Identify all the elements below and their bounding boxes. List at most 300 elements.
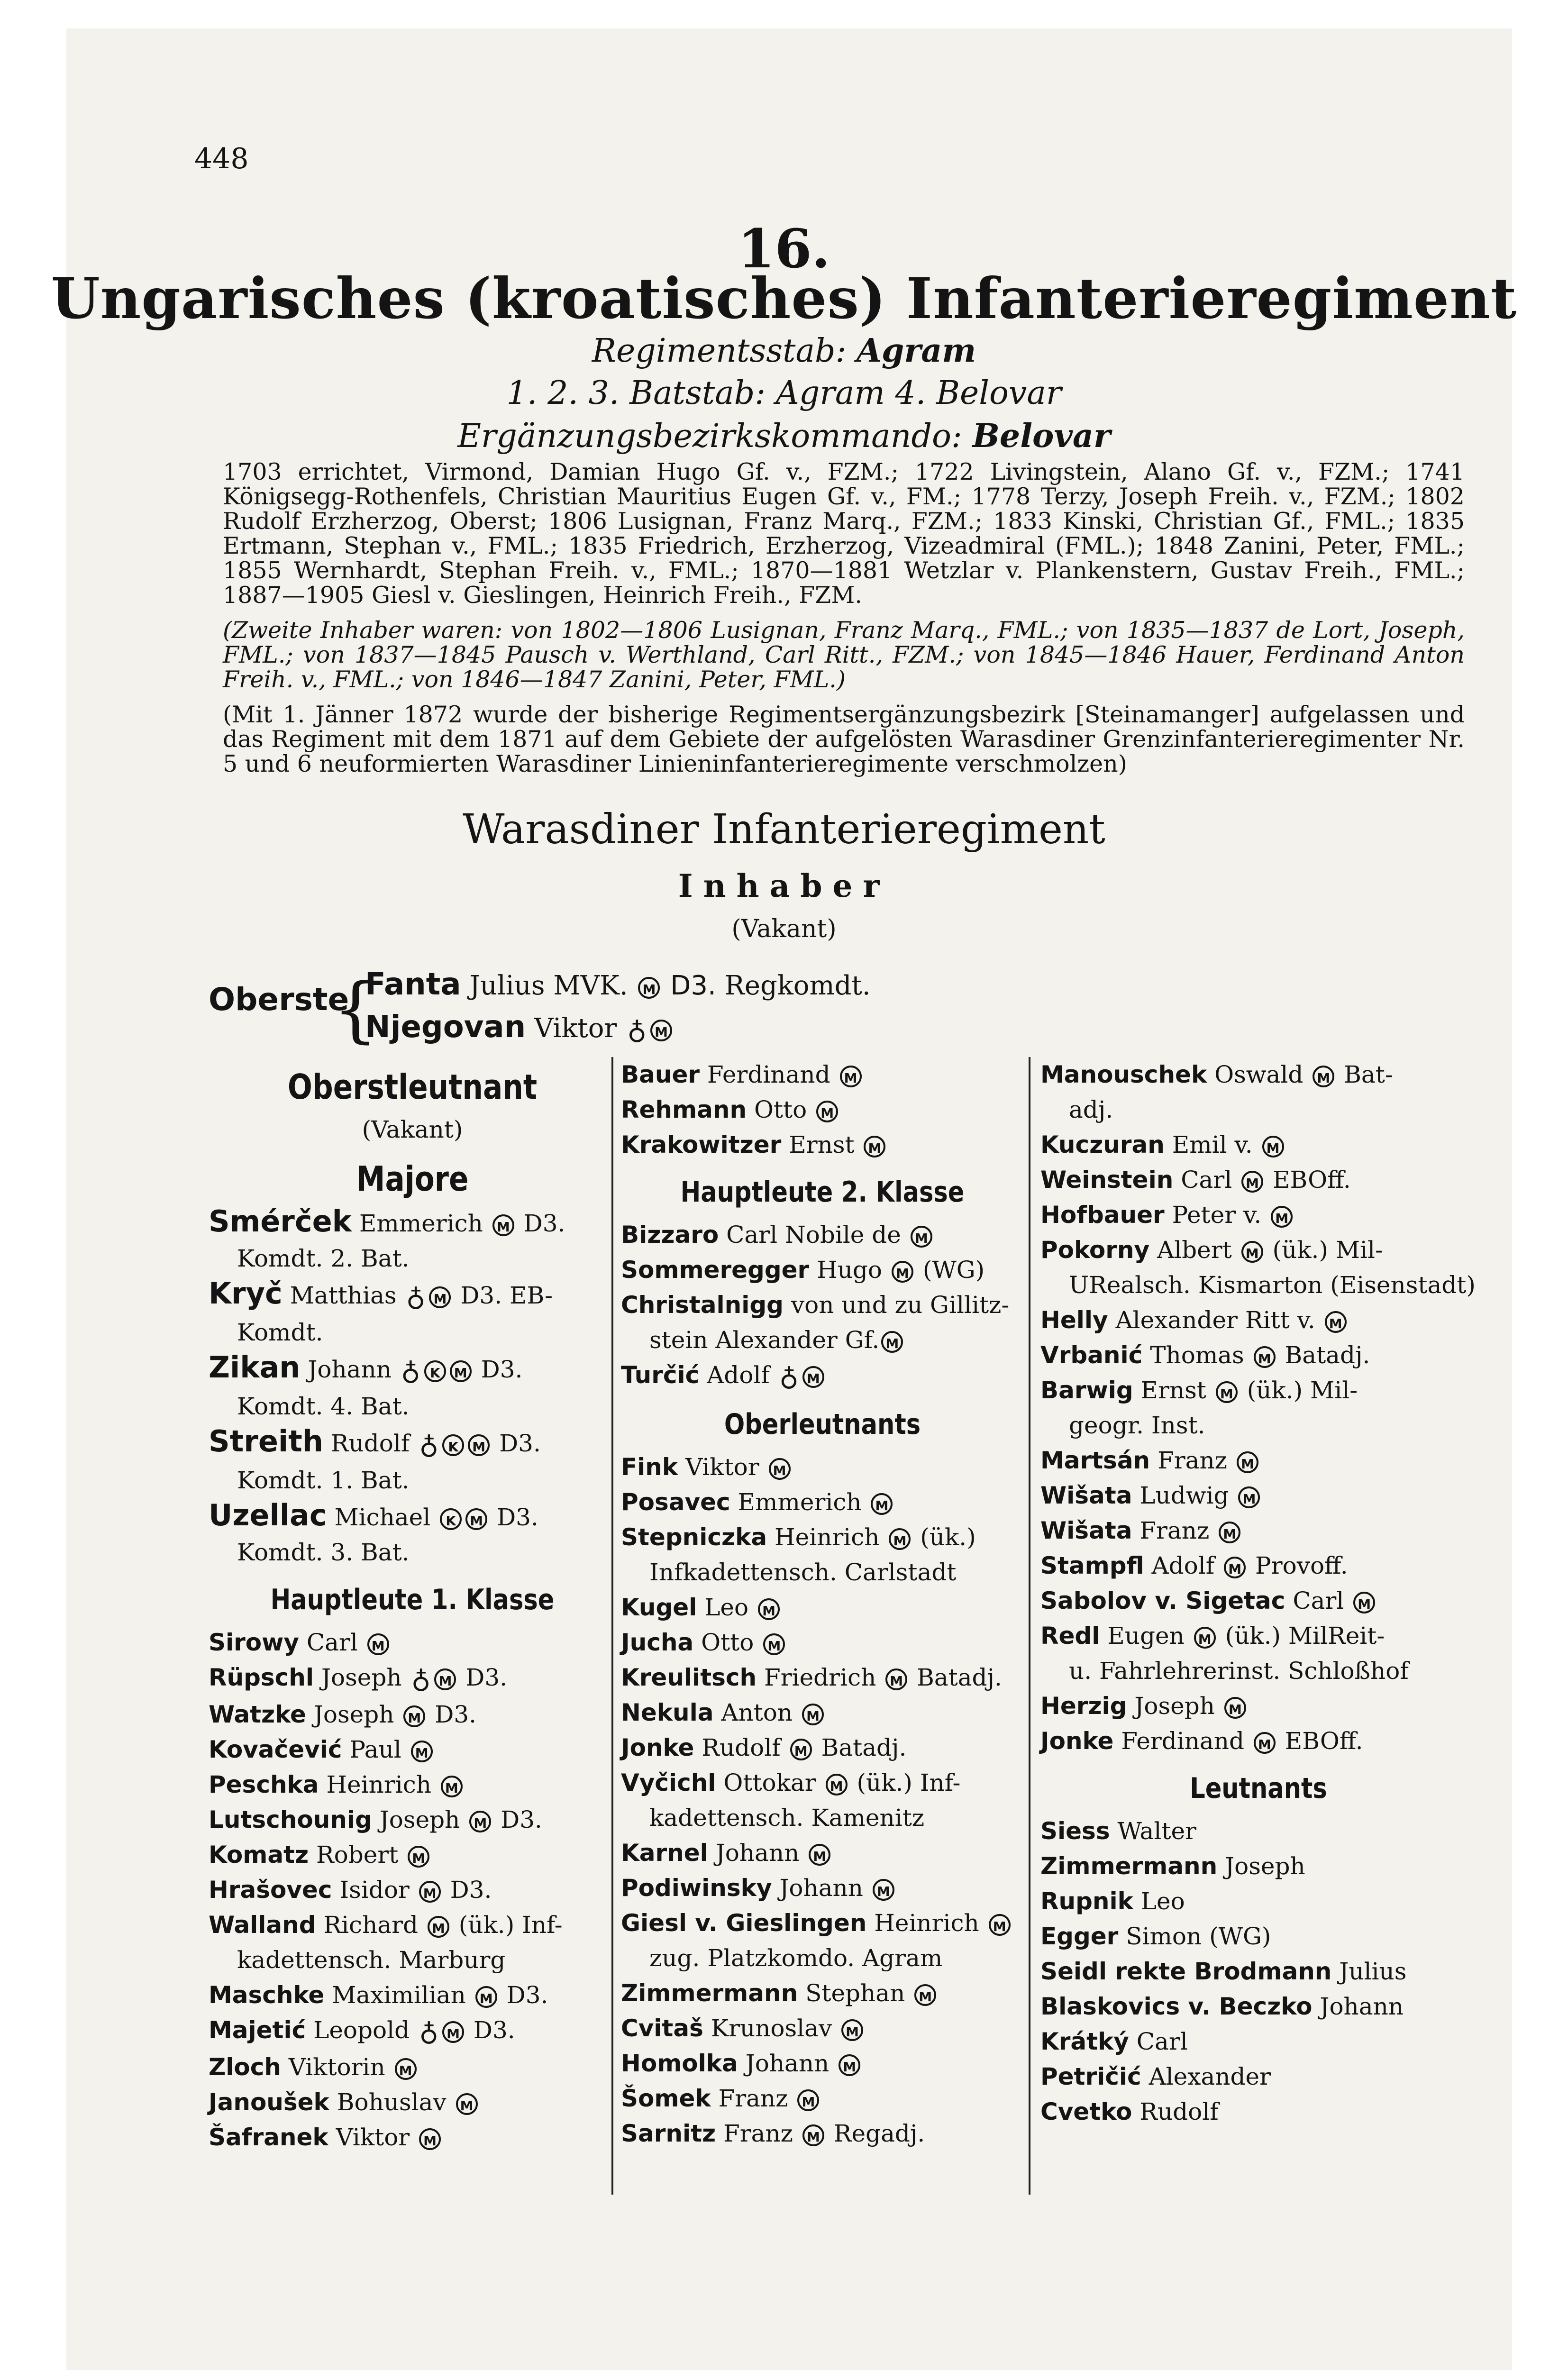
roster-entry [1040,2059,1477,2094]
roster-entry [1040,1954,1477,1989]
officer-surname: Peschka [209,1771,319,1798]
k-decoration-icon: K [442,1434,464,1456]
military-merit-icon: M [1219,1522,1240,1543]
military-merit-icon: M [1254,1346,1276,1368]
decoration-icon: ♁ [419,2016,438,2047]
officer-surname: Janoušek [209,2088,329,2116]
officer-surname: Podiwinsky [621,1874,772,1902]
roster-entry [621,1520,1024,1590]
military-merit-icon: M [492,1214,514,1236]
officer-given-name: Carl [306,1629,358,1656]
officer-given-name: Heinrich [874,1909,979,1937]
officer-note-continued: u. Fahrlehrerinst. Schloßhof [1069,1657,1409,1685]
regiment-title: Ungarisches (kroatisches) Infanterieregiment [51,265,1517,331]
officer-surname: Njegovan [365,1010,526,1045]
military-merit-icon: M [1241,1171,1263,1193]
military-merit-icon: M [1194,1627,1216,1649]
military-merit-icon: M [889,1528,911,1550]
officer-surname: Kuczuran [1040,1131,1165,1158]
officer-note-continued: Komdt. 1. Bat. [237,1467,410,1494]
column-3 [1040,1057,1477,2129]
officer-note-continued: geogr. Inst. [1069,1412,1205,1439]
officer-given-name: Paul [349,1736,401,1763]
officer-surname: Walland [209,1911,316,1939]
officer-surname: Hrašovec [209,1876,332,1904]
roster-entry [1040,1723,1477,1759]
military-merit-icon: M [1238,1486,1260,1508]
military-merit-icon: M [468,1434,490,1456]
officer-given-name: Franz [1158,1447,1228,1474]
officer-given-name: Otto [754,1096,807,1123]
military-merit-icon: M [840,1066,862,1087]
roster-entry [621,1252,1024,1287]
officer-given-name: Bohuslav [337,2088,447,2116]
military-merit-icon: M [769,1458,791,1480]
officer-note: Batadj. [917,1664,1002,1691]
roster-entry [1040,1688,1477,1723]
roster-entry [1040,1814,1477,1849]
military-merit-icon: M [989,1914,1011,1936]
officer-given-name: Matthias [290,1282,397,1309]
military-merit-icon: M [826,1774,848,1796]
officer-given-name: Heinrich [326,1771,431,1798]
officer-note: D3. [481,1356,523,1383]
inhaber-value: (Vakant) [731,915,837,943]
roster-entry [209,1204,616,1276]
officer-note: (ük.) Inf- [857,1769,961,1796]
officer-note: Regkomdt. [724,970,871,1001]
roster-entry [1040,1478,1477,1513]
officer-given-name: Carl [1293,1587,1344,1614]
roster-entry [621,2046,1024,2081]
officer-surname: Cvetko [1040,2098,1132,2125]
roster-entry [1040,1127,1477,1162]
officer-surname: Kreulitsch [621,1664,757,1691]
officer-given-name: Viktor [534,1013,617,1044]
k-decoration-icon: K [424,1360,446,1382]
roster-entry [621,1976,1024,2011]
officer-given-name: Franz [718,2085,788,2112]
batstab-line: 1. 2. 3. Batstab: Agram 4. Belovar [506,374,1062,412]
officer-given-name: Joseph [1225,1852,1305,1880]
officer-surname: Karnel [621,1839,708,1867]
officer-surname: Posavec [621,1488,730,1516]
roster-entry [1040,1513,1477,1548]
military-merit-icon: M [408,1846,429,1868]
roster-entry [621,1835,1024,1870]
decoration-icon: ♁ [627,1015,647,1046]
officer-surname: Krátký [1040,2028,1129,2055]
officer-surname: Giesl v. Gieslingen [621,1909,867,1937]
officer-surname: Zloch [209,2053,281,2081]
officer-note-continued: Komdt. 2. Bat. [237,1245,410,1272]
officer-given-name: Leo [704,1594,749,1621]
officer-note: D3. [450,1876,492,1904]
roster-entry [1040,1849,1477,1884]
roster-entry [621,1092,1024,1127]
officer-given-name: von und zu Gillitz- [791,1291,1010,1319]
decoration-icon: ♁ [401,1356,420,1386]
officer-given-name: Joseph [321,1664,402,1691]
military-merit-icon: M [1224,1697,1246,1719]
officer-surname: Vrbanić [1040,1341,1143,1369]
column-2 [621,1057,1024,2151]
military-merit-icon: M [650,1020,672,1041]
military-merit-icon: M [411,1741,433,1762]
officer-surname: Fanta [365,967,461,1002]
officer-note-continued: kadettensch. Kamenitz [649,1804,925,1832]
military-merit-icon: M [1325,1311,1347,1333]
roster-entry [621,1660,1024,1695]
roster-entry [209,1276,616,1350]
history-note: (Mit 1. Jänner 1872 wurde der bisherige Regimentsergänzungsbezirk [Steinamanger] aufgelassen und das Regiment mit dem 1871 auf dem Gebiete der aufgelösten Warasdiner Grenzinfanterieregimenter Nr. 5 und 6 neuformierten Warasdiner Linieninfanterieregimente verschmolzen) [223,701,1465,777]
military-merit-icon: M [441,1776,463,1797]
regiment-number: 16. [738,218,830,280]
military-merit-icon: M [802,1704,824,1725]
officer-given-name: Ferdinand [1121,1727,1244,1755]
officer-surname: Martsán [1040,1447,1150,1474]
military-merit-icon: M [367,1633,389,1655]
military-merit-icon: M [802,2124,824,2146]
column-divider [1029,1057,1030,2195]
officer-given-name: Ludwig [1140,1482,1229,1509]
officer-surname: Stepniczka [621,1523,767,1551]
roster-entry [209,1732,616,1767]
officer-surname: Sarnitz [621,2120,716,2147]
military-merit-icon: M [434,1668,456,1690]
officer-given-name: Krunoslav [711,2014,832,2042]
officer-given-name: Isidor [339,1876,410,1904]
officer-note: (ük.) MilReit- [1225,1622,1385,1650]
roster-entry [1040,1057,1477,1127]
roster-entry [621,1590,1024,1625]
officer-note: D3. [499,1430,541,1457]
officer-surname: Komatz [209,1841,309,1869]
roster-entry [1040,1618,1477,1688]
decoration-icon: ♁ [419,1430,439,1460]
officer-surname: Bauer [621,1061,700,1088]
officer-surname: Rupnik [1040,1887,1133,1915]
officer-surname: Zimmermann [621,1979,798,2007]
roster-entry [209,2085,616,2120]
military-merit-icon: M [881,1331,903,1353]
officer-given-name: Walter [1117,1817,1196,1845]
roster-entry [1040,1443,1477,1478]
officer-given-name: Viktorin [288,2053,385,2081]
officer-given-name: Ferdinand [707,1061,830,1088]
officer-surname: Rüpschl [209,1664,314,1691]
history-main: 1703 errichtet, Virmond, Damian Hugo Gf. v., FZM.; 1722 Livingstein, Alano Gf. v., FZM.; 1741 Königsegg-Rothenfels, Christian Mauritius Eugen Gf. v., FM.; 1778 Terzy, Joseph Freih. v., FZM.; 1802 Rudolf Erzherzog, Oberst; 1806 Lusignan, Franz Marq., FZM.; 1833 Kinski, Christian Gf., FML.; 1835 Ertmann, Stephan v., FML.; 1835 Friedrich, Erzherzog, Vizeadmiral (FML.); 1848 Zanini, Peter, FML.; 1855 Wernhardt, Stephan Freih. v., FML.; 1870—1881 Wetzlar v. Plankenstern, Gustav Freih., FML.; 1887—1905 Giesl v. Gieslingen, Heinrich Freih., FZM. [223,458,1465,609]
military-merit-icon: M [1262,1136,1284,1158]
officer-note: D3. [501,1806,542,1833]
officer-surname: Sabolov v. Sigetac [1040,1587,1285,1614]
roster-entry [209,1498,616,1570]
military-merit-icon: M [469,1811,491,1832]
roster-entry [209,1697,616,1732]
roster-entry [621,1217,1024,1252]
officer-given-name: Emmerich [359,1210,483,1237]
roster-entry [621,2081,1024,2116]
stab-value: Agram [857,332,976,370]
officer-surname: Watzke [209,1701,306,1728]
roster-entry [1040,1989,1477,2024]
military-merit-icon: M [395,2058,417,2080]
military-merit-icon: M [911,1226,932,1248]
military-merit-icon: M [465,1508,487,1530]
officer-surname: Majetić [209,2016,306,2044]
military-merit-icon: M [885,1668,907,1690]
military-merit-icon: M [429,1286,451,1308]
military-merit-icon: M [442,2021,464,2043]
roster-entry [209,1350,616,1424]
roster-entry [209,1802,616,1837]
roster-entry [621,1870,1024,1905]
military-merit-icon: M [839,2054,860,2076]
roster-entry [621,2116,1024,2151]
roster-entry [209,2120,616,2155]
officer-given-name: Leo [1140,1887,1185,1915]
roster-entry [1040,1919,1477,1954]
decoration-icon: ♁ [779,1361,799,1392]
officer-given-name: Rudolf [1140,2098,1219,2125]
officer-given-name: Carl [1136,2028,1188,2055]
officer-given-name: Johann [715,1839,800,1867]
officer-given-name: Rudolf [330,1430,410,1457]
officer-given-name: Emil v. [1172,1131,1253,1158]
officer-surname: Pokorny [1040,1236,1150,1264]
officer-surname: Uzellac [209,1498,327,1532]
page-number: 448 [194,142,249,175]
officer-note-continued: URealsch. Kismarton (Eisenstadt) [1069,1271,1476,1299]
section-heading: Majore [356,1159,469,1199]
roster-entry [209,2050,616,2085]
officer-note: D3. [435,1701,477,1728]
oberst-entry [365,1010,674,1046]
military-merit-icon: M [914,1984,936,2006]
officer-given-name: Oswald [1214,1061,1304,1088]
officer-surname: Lutschounig [209,1806,372,1833]
officer-given-name: Carl [1181,1166,1232,1194]
officer-note: Bat- [1344,1061,1393,1088]
military-merit-icon: M [790,1739,812,1760]
officer-given-name: Alexander Ritt v. [1115,1306,1315,1334]
officer-surname: Stampfl [1040,1552,1144,1579]
military-merit-icon: M [758,1598,780,1620]
oberste-block [209,962,967,1057]
officer-note-continued: Komdt. 3. Bat. [237,1539,410,1566]
officer-surname: Maschke [209,1981,325,2009]
officer-note: (ük.) [920,1523,976,1551]
roster-entry [621,1485,1024,1520]
roster-entry [621,1057,1024,1092]
military-merit-icon: M [816,1101,838,1122]
officer-surname: Petričić [1040,2063,1141,2090]
officer-given-name: Richard [323,1911,418,1939]
roster-entry [1040,1583,1477,1618]
officer-surname: Krakowitzer [621,1131,782,1158]
officer-surname: Rehmann [621,1096,747,1123]
military-merit-icon: M [864,1136,885,1158]
brace-glyph: { [333,968,378,1051]
military-merit-icon: M [1313,1066,1334,1087]
officer-surname: Siess [1040,1817,1110,1845]
roster-entry [621,1905,1024,1976]
officer-note: Batadj. [1285,1341,1370,1369]
officer-given-name: Otto [701,1629,754,1656]
officer-surname: Manouschek [1040,1061,1207,1088]
officer-surname: Streith [209,1424,323,1458]
officer-given-name: Joseph [379,1806,460,1833]
officer-surname: Weinstein [1040,1166,1174,1194]
officer-given-name: Ernst [1140,1376,1206,1404]
officer-given-name: Ernst [789,1131,855,1158]
officer-note-continued: kadettensch. Marburg [237,1946,506,1974]
roster-entry [209,1660,616,1697]
officer-surname: Christalnigg [621,1291,784,1319]
military-merit-icon: M [802,1366,824,1388]
roster-entry [621,1730,1024,1765]
officer-surname: Jucha [621,1629,694,1656]
military-merit-icon: M [1237,1451,1258,1473]
officer-surname: Homolka [621,2050,738,2077]
officer-surname: Nekula [621,1699,714,1726]
officer-given-name: Carl Nobile de [726,1221,901,1249]
military-merit-icon: M [1254,1732,1276,1754]
officer-given-name: Albert [1157,1236,1232,1264]
roster-entry [1040,1884,1477,1919]
roster-entry [209,2013,616,2050]
military-merit-icon: M [419,1881,441,1903]
officer-surname: Šafranek [209,2124,328,2151]
officer-given-name: Rudolf [702,1734,781,1761]
officer-given-name: Robert [316,1841,399,1869]
section-heading: Leutnants [1190,1772,1327,1805]
officer-note-continued: Komdt. [237,1319,323,1346]
officer-given-name: Friedrich [764,1664,876,1691]
officer-surname: Helly [1040,1306,1108,1334]
officer-surname: Wišata [1040,1482,1132,1509]
officer-given-name: Anton [721,1699,793,1726]
officer-note-continued: Komdt. 4. Bat. [237,1393,410,1420]
military-merit-icon: M [1216,1381,1238,1403]
officer-surname: Smérček [209,1204,352,1239]
roster-entry [209,1767,616,1802]
roster-entry [621,1358,1024,1395]
military-merit-icon: M [419,2128,441,2150]
roster-entry [1040,1338,1477,1373]
officer-given-name: Johann [308,1356,392,1383]
officer-surname: Egger [1040,1923,1119,1950]
officer-given-name: Joseph [313,1701,394,1728]
officer-surname: Jonke [621,1734,694,1761]
officer-given-name: Adolf [707,1361,770,1389]
officer-note: EBOff. [1273,1166,1351,1194]
officer-given-name: Johann [745,2050,830,2077]
officer-surname: Cvitaš [621,2014,703,2042]
history-second-owners: (Zweite Inhaber waren: von 1802—1806 Lusignan, Franz Marq., FML.; von 1835—1837 de Lort, Joseph, FML.; von 1837—1845 Pausch v. Werthland, Carl Ritt., FZM.; von 1845—1846 Hauer, Ferdinand Anton Freih. v., FML.; von 1846—1847 Zanini, Peter, FML.) [223,617,1465,693]
military-merit-icon: M [873,1879,894,1901]
officer-surname: Zikan [209,1350,301,1385]
officer-note: D3. [523,1210,565,1237]
ergaenzung-line [0,417,1568,455]
oberst-entry [365,967,871,1002]
roster-entry [621,1695,1024,1730]
roster-entry [621,1127,1024,1162]
officer-note: (WG) [922,1256,985,1284]
officer-surname: Bizzaro [621,1221,719,1249]
officer-given-name: Thomas [1150,1341,1244,1369]
section-heading: Hauptleute 2. Klasse [680,1176,965,1209]
military-merit-icon: M [1271,1206,1293,1228]
roster-entry [209,1625,616,1660]
ergaenzung-value: Belovar [972,417,1111,455]
roster-entry [1040,1548,1477,1583]
officer-given-name: Viktor [685,1453,759,1481]
officer-given-name: Adolf [1151,1552,1215,1579]
military-merit-icon: M [1353,1592,1375,1613]
roster-entry [621,1287,1024,1358]
military-merit-icon: M [892,1261,913,1283]
military-merit-icon: M [841,2019,863,2041]
officer-note: D3. EB- [460,1282,553,1309]
officer-note: D3. [465,1664,508,1691]
military-merit-icon: M [1241,1241,1263,1263]
officer-note: D3. [506,1981,548,2009]
regimentsstab-line [0,332,1568,370]
officer-surname: Hofbauer [1040,1201,1165,1229]
officer-note: D3. [497,1504,538,1531]
officer-note-continued: stein Alexander Gf. M [621,1322,1024,1358]
officer-given-name: Hugo [817,1256,883,1284]
officer-note: (ük.) Mil- [1247,1376,1358,1404]
military-merit-icon: M [403,1705,425,1727]
officer-surname: Fink [621,1453,678,1481]
officer-given-name: Viktor [336,2124,410,2151]
roster-entry [1040,1373,1477,1443]
officer-given-name: Stephan [805,1979,905,2007]
officer-given-name: Franz [723,2120,793,2147]
officer-note: D3. [473,2016,515,2044]
roster-entry [1040,1162,1477,1197]
roster-entry [621,1765,1024,1835]
officer-given-name: Julius MVK. [469,970,628,1001]
roster-entry [209,1837,616,1872]
oberste-label: Oberste [209,981,349,1018]
officer-surname: Kovačević [209,1736,342,1763]
roster-entry [1040,1197,1477,1232]
officer-note-continued: zug. Platzkomdo. Agram [649,1944,943,1972]
officer-note: (WG) [1209,1923,1271,1950]
roster-entry [1040,2094,1477,2129]
officer-surname: Herzig [1040,1692,1127,1720]
officer-given-name: Johann [779,1874,863,1902]
officer-surname: Sirowy [209,1629,299,1656]
roster-entry [1040,1232,1477,1303]
officer-given-name: Simon [1126,1923,1202,1950]
roster-entry [209,1424,616,1498]
warasdiner-title: Warasdiner Infanterieregiment [463,806,1105,853]
officer-given-name: Franz [1140,1517,1210,1544]
officer-given-name: Michael [334,1504,431,1531]
officer-surname: Vyčichl [621,1769,716,1796]
officer-note: EBOff. [1285,1727,1363,1755]
section-heading: Hauptleute 1. Klasse [270,1583,555,1616]
officer-surname: Šomek [621,2085,711,2112]
officer-given-name: Joseph [1134,1692,1215,1720]
inhaber-label: Inhaber [678,867,890,904]
military-merit-icon: M [797,2089,819,2111]
stab-label: Regimentsstab: [592,332,847,370]
